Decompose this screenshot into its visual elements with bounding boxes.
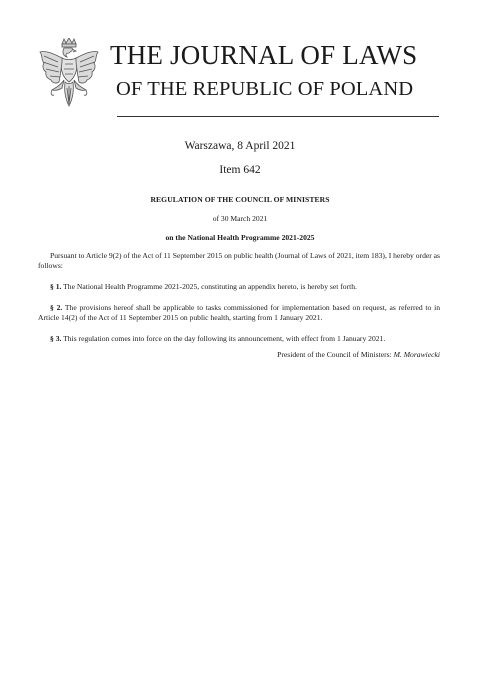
intro-paragraph: Pursuant to Article 9(2) of the Act of 11 September 2015 on public health (Journal of Laws of 2021, item 183), I hereby order as follows: (38, 251, 440, 270)
signature-role: President of the Council of Ministers: (277, 350, 392, 359)
section-text: The provisions hereof shall be applicable to tasks commissioned for implementation based on request, as referred to in Article 14(2) of the Act of 11 September 2015 on public health, starting from 1 January 2021. (38, 303, 441, 322)
section-3 (38, 334, 440, 344)
regulation-subject: on the National Health Programme 2021-2025 (165, 233, 315, 242)
signature-line (38, 350, 440, 359)
masthead (38, 38, 442, 118)
regulation-date: of 30 March 2021 (212, 214, 268, 223)
signature-name: M. Morawiecki (393, 350, 440, 359)
dateline: Warszawa, 8 April 2021 (184, 140, 296, 152)
header-divider (117, 116, 439, 117)
section-mark: § 1. (50, 282, 62, 291)
journal-title: THE JOURNAL OF LAWS (110, 40, 418, 70)
section-text: This regulation comes into force on the day following its announcement, with effect from 1 January 2021. (63, 334, 386, 343)
section-2 (38, 303, 440, 323)
section-mark: § 2. (50, 303, 63, 312)
section-text: The National Health Programme 2021-2025, constituting an appendix hereto, is hereby set forth. (63, 282, 357, 291)
journal-subtitle: OF THE REPUBLIC OF POLAND (116, 78, 414, 100)
polish-eagle-emblem-icon (38, 38, 100, 110)
section-mark: § 3. (50, 334, 62, 343)
regulation-body (38, 251, 440, 355)
regulation-title: REGULATION OF THE COUNCIL OF MINISTERS (150, 195, 330, 204)
item-number: Item 642 (219, 164, 261, 176)
section-1 (38, 282, 440, 292)
